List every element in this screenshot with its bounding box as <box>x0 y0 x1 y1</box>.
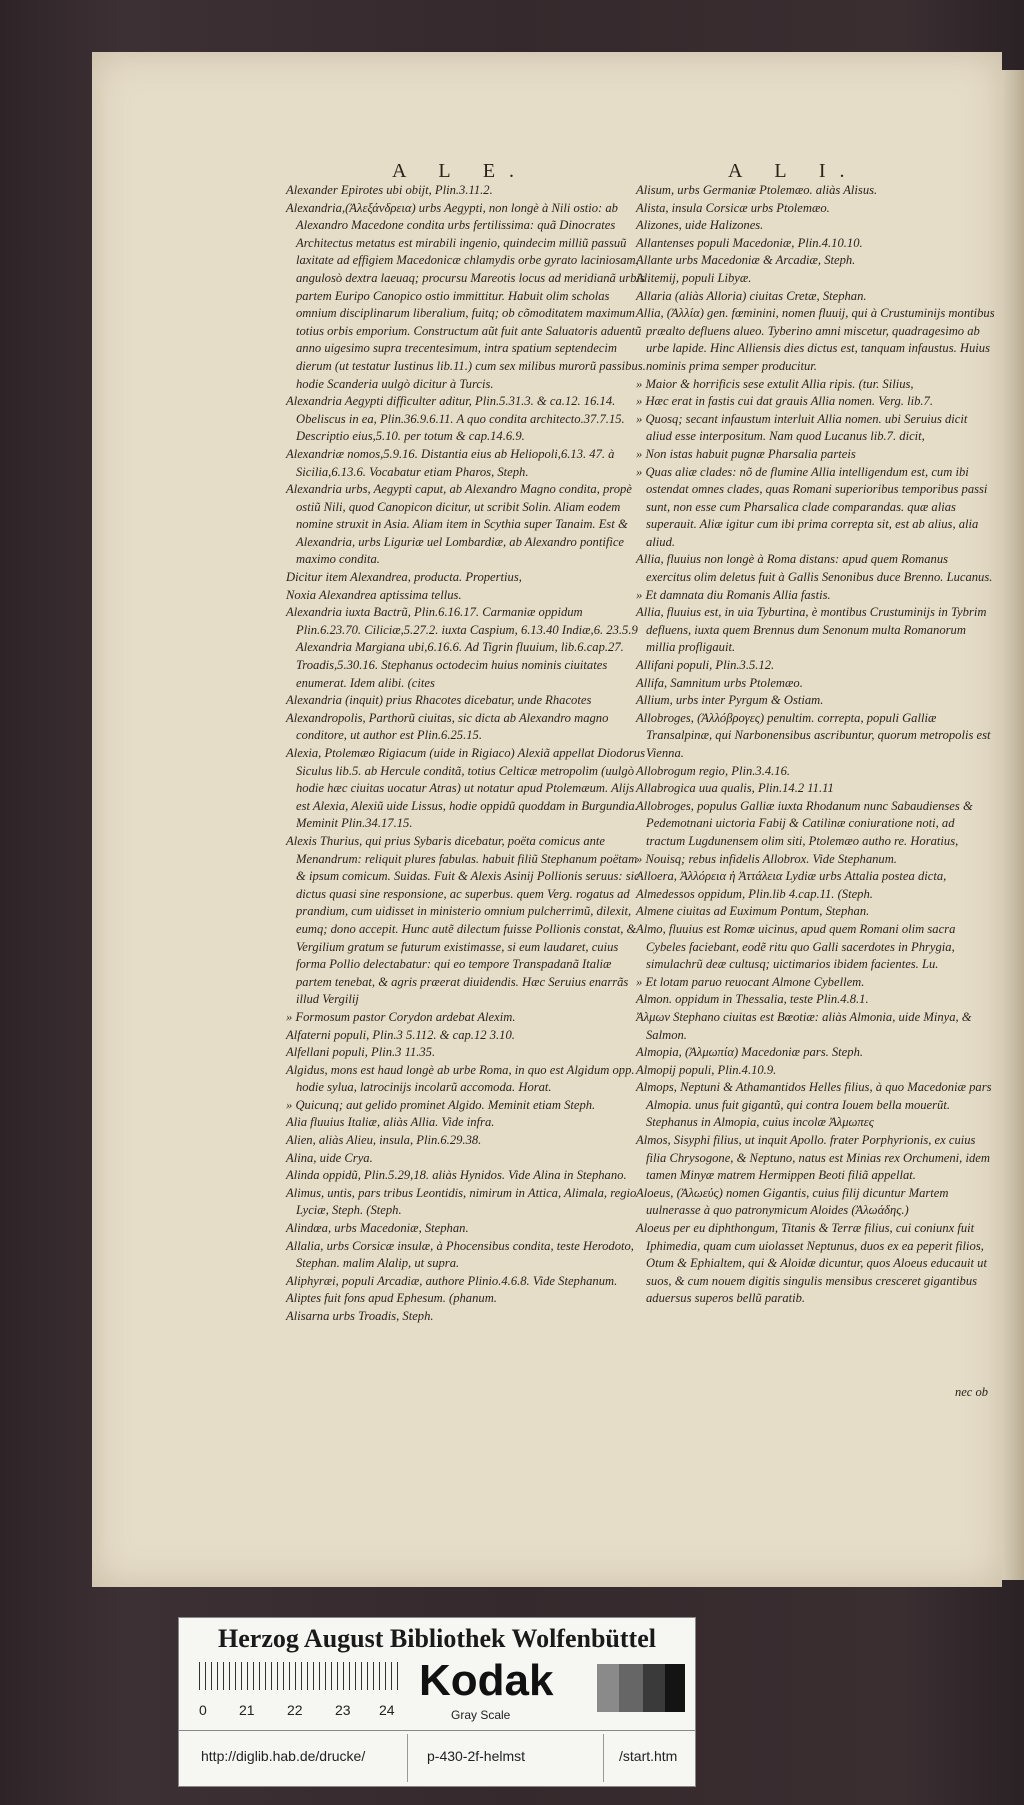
dictionary-entry: Almopij populi, Plin.4.10.9. <box>636 1062 777 1077</box>
divider <box>407 1734 408 1782</box>
dictionary-entry: Alia fluuius Italiæ, aliàs Allia. Vide infra. <box>286 1115 495 1130</box>
dictionary-entry: Almene ciuitas ad Euximum Pontum, Stephan. <box>636 904 870 919</box>
dictionary-entry: » Formosum pastor Corydon ardebat Alexim. <box>286 1009 516 1024</box>
ruler-ticks <box>199 1662 399 1690</box>
gray-patch <box>643 1664 665 1712</box>
page-edge <box>1002 70 1024 1580</box>
ruler-number: 22 <box>287 1702 303 1718</box>
dictionary-entry: Almops, Neptuni & Athamantidos Helles filius, à quo Macedoniæ pars Almopia. unus fuit gigantũ, qui contra Iouem bella mouerũt. Stephanus in Almopia, cuius incolæ Ἀλμωπες <box>636 1080 992 1130</box>
dictionary-entry: Allia, (Ἀλλία) gen. fœminini, nomen fluuij, qui à Crustuminijs montibus præalto defluens alueo. Tyberino amni miscetur, quadragesimo ab urbe lapide. Hinc Alliensis dies dictus est, tanquam infaustus. Huius nominis prima semper producitur. <box>636 306 995 373</box>
ruler-number: 0 <box>199 1702 207 1718</box>
color-target-card <box>178 1617 696 1787</box>
left-column <box>286 182 646 1326</box>
gray-patch <box>665 1664 685 1712</box>
dictionary-entry: Alloera, Ἀλλόρεια ἡ Ἀττάλεια Lydiæ urbs Attalia postea dicta, <box>636 869 947 884</box>
kodak-logo: Kodak <box>419 1656 554 1705</box>
dictionary-entry: Alien, aliàs Alieu, insula, Plin.6.29.38. <box>286 1133 482 1148</box>
dictionary-entry: Allia, fluuius est, in uia Tyburtina, è montibus Crustuminijs in Tybrim defluens, iuxta quem Brennus dum Senonum multa Romanorum millia profligauit. <box>636 605 987 655</box>
running-head-right: A L I. <box>728 160 859 182</box>
dictionary-entry: Allifa, Samnitum urbs Ptolemæo. <box>636 675 803 690</box>
dictionary-entry: » Et damnata diu Romanis Allia fastis. <box>636 587 831 602</box>
dictionary-entry: Dicitur item Alexandrea, producta. Propertius, <box>286 570 522 585</box>
dictionary-entry: Allobrogum regio, Plin.3.4.16. <box>636 763 791 778</box>
dictionary-entry: » Nouisq; rebus infidelis Allobrox. Vide Stephanum. <box>636 851 897 866</box>
dictionary-entry: Alisarna urbs Troadis, Steph. <box>286 1309 434 1323</box>
dictionary-entry: Allaria (aliàs Alloria) ciuitas Cretæ, Stephan. <box>636 288 867 303</box>
dictionary-entry: Alizones, uide Halizones. <box>636 218 764 233</box>
url-shelfmark: p-430-2f-helmst <box>427 1748 526 1764</box>
ruler-number: 23 <box>335 1702 351 1718</box>
dictionary-entry: Allantenses populi Macedoniæ, Plin.4.10.10. <box>636 235 863 250</box>
divider <box>179 1730 695 1731</box>
dictionary-entry: » Hæc erat in fastis cui dat grauis Allia nomen. Verg. lib.7. <box>636 394 933 409</box>
dictionary-entry: Allabrogica uua qualis, Plin.14.2 11.11 <box>636 781 834 796</box>
dictionary-entry: Almopia, (Ἀλμωπία) Macedoniæ pars. Steph. <box>636 1045 864 1060</box>
dictionary-entry: » Maior & horrificis sese extulit Allia ripis. (tur. Silius, <box>636 376 914 391</box>
running-head-left: A L E. <box>392 160 529 182</box>
dictionary-entry: Allobroges, populus Galliæ iuxta Rhodanum nunc Sabaudienses & Pedemotnani uictoria Fabij & Catilinæ coniuratione noti, ad tractum Lugdunensem olim siti, Ptolemæo autho re. Horatius, <box>636 798 973 848</box>
gray-patch <box>619 1664 643 1712</box>
ruler <box>199 1662 399 1718</box>
dictionary-entry: Allia, fluuius non longè à Roma distans: apud quem Romanus exercitus olim deletus fuit à Gallis Senonibus duce Brenno. Lucanus. <box>636 552 993 585</box>
url-base: http://diglib.hab.de/drucke/ <box>201 1748 366 1764</box>
dictionary-entry: » Quosq; secant infaustum interluit Allia nomen. ubi Seruius dicit aliud esse interpositum. Nam quod Lucanus lib.7. dicit, <box>636 411 968 444</box>
right-column <box>636 182 996 1308</box>
dictionary-entry: Alexandria Aegypti difficulter aditur, Plin.5.31.3. & ca.12. 16.14. Obeliscus in ea, Plin.36.9.6.11. A quo condita architecto.37.7.15. Descriptio eius,5.10. per totum & cap.14.6.9. <box>286 394 625 444</box>
ruler-number: 21 <box>239 1702 255 1718</box>
dictionary-entry: Alexia, Ptolemæo Rigiacum (uide in Rigiaco) Alexiã appellat Diodorus Siculus lib.5. ab Hercule conditã, totius Celticæ metropolim (uulgò hodie hæc ciuitas uocatur Atras) ut notatur apud Ptolemæum. Alijs est Alexia, Alexiũ uide Lissus, hodie oppidũ quoddam in Burgundia. Meminit Plin.34.17.15. <box>286 746 645 831</box>
dictionary-entry: Ἀλμων Stephano ciuitas est Bœotiæ: aliàs Almonia, uide Minya, & Salmon. <box>636 1009 972 1042</box>
dictionary-entry: Alexander Epirotes ubi obijt, Plin.3.11.2. <box>286 183 493 197</box>
dictionary-entry: Allalia, urbs Corsicæ insulæ, à Phocensibus condita, teste Herodoto, Stephan. malim Alalip, ut supra. <box>286 1238 634 1271</box>
dictionary-entry: Aliphyræi, populi Arcadiæ, authore Plinio.4.6.8. Vide Stephanum. <box>286 1273 618 1288</box>
dictionary-entry: Alista, insula Corsicæ urbs Ptolemæo. <box>636 200 830 215</box>
dictionary-entry: Alfaterni populi, Plin.3 5.112. & cap.12 3.10. <box>286 1027 515 1042</box>
dictionary-entry: Aloeus per eu diphthongum, Titanis & Terræ filius, cui coniunx fuit Iphimedia, quam cum uiolasset Neptunus, duos ex ea peperit filios, Otum & Ephialtem, qui & Aloidæ dicuntur, quos Aloeus educauit ut suos, & cum nouem digitis singulis mensibus cresceret gigantibus aduersus superos bellũ paratib. <box>636 1221 987 1306</box>
dictionary-entry: » Et lotam paruo reuocant Almone Cybellem. <box>636 974 865 989</box>
dictionary-entry: Almedessos oppidum, Plin.lib 4.cap.11. (Steph. <box>636 886 873 901</box>
divider <box>603 1734 604 1782</box>
dictionary-entry: Almos, Sisyphi filius, ut inquit Apollo. frater Porphyrionis, ex cuius filia Chrysogone, & Neptuno, natus est Minias rex Orchumeni, idem tamen Minyæ matrem Hermippen Beoti filiã appellat. <box>636 1133 990 1183</box>
library-title: Herzog August Bibliothek Wolfenbüttel <box>218 1624 656 1653</box>
dictionary-entry: » Non istas habuit pugnæ Pharsalia parteis <box>636 446 856 461</box>
dictionary-entry: Alinda oppidũ, Plin.5.29,18. aliàs Hynidos. Vide Alina in Stephano. <box>286 1168 627 1183</box>
dictionary-entry: Alexandria urbs, Aegypti caput, ab Alexandro Magno condita, propè ostiũ Nili, quod Canopicon dicitur, ut scribit Solin. Aliam eodem nomine struxit in Asia. Aliam item in Scythia super Tanaim. Est & Alexandria, urbs Liguriæ uel Lombardiæ, ab Alexandro pontifice maximo condita. <box>286 482 632 567</box>
dictionary-entry: Alina, uide Crya. <box>286 1150 373 1165</box>
dictionary-entry: Allobroges, (Ἀλλόβρογες) penultim. correpta, populi Galliæ Transalpinæ, qui Narbonensibus ascribuntur, quorum metropolis est Vienna. <box>636 710 991 760</box>
dictionary-entry: Alexandria (inquit) prius Rhacotes dicebatur, unde Rhacotes <box>286 693 592 708</box>
dictionary-entry: Alitemij, populi Libyæ. <box>636 270 752 285</box>
dictionary-entry: Aloeus, (Ἀλωεύς) nomen Gigantis, cuius filij dicuntur Martem uulnerasse à quo patronymicum Aloides (Ἀλωάδης.) <box>636 1185 949 1218</box>
dictionary-entry: Alindœa, urbs Macedoniæ, Stephan. <box>286 1221 469 1236</box>
dictionary-entry: Alfellani populi, Plin.3 11.35. <box>286 1045 436 1060</box>
dictionary-entry: Almon. oppidum in Thessalia, teste Plin.4.8.1. <box>636 992 869 1007</box>
dictionary-entry: Alexandria,(Ἀλεξάνδρεια) urbs Aegypti, non longè à Nili ostio: ab Alexandro Macedone condita urbs fertilissima: quã Dinocrates Architectus metatus est mirabili ingenio, quindecim milliũ passuũ laxitate ad effigiem Macedonicæ chlamydis orbe gyrato laciniosam, angulosò dextra laeuaq; procursu Mareotis locus ad meridianã urbis partem Euripo Canopico ostio immittitur. Habuit olim scholas omnium disciplinarum liberalium, fuitq; ob cõmoditatem maximum totius orbis emporium. Constructum aũt fuit ante Saluatoris aduentũ anno uigesimo supra trecentesimum, intra spatium septendecim dierum (ut testatur Iustinus lib.11.) cum sex milibus murorũ passibus. hodie Scanderia uulgò dicitur à Turcis. <box>286 200 646 391</box>
catchword: nec ob <box>955 1385 988 1399</box>
ruler-number: 24 <box>379 1702 395 1718</box>
dictionary-entry: Alexandropolis, Parthorũ ciuitas, sic dicta ab Alexandro magno conditore, ut author est Plin.6.25.15. <box>286 710 609 743</box>
dictionary-entry: Alexandriæ nomos,5.9.16. Distantia eius ab Heliopoli,6.13. 47. à Sicilia,6.13.6. Vocabatur etiam Pharos, Steph. <box>286 446 615 479</box>
dictionary-entry: Noxia Alexandrea aptissima tellus. <box>286 587 462 602</box>
dictionary-entry: » Quas aliæ clades: nõ de flumine Allia intelligendum est, cum ibi ostendat omnes clades, quas Romani superioribus temporibus passi sunt, non esse cum Pharsalica clade comparandas. quæ alias superauit. Aliæ igitur cum ibi prima correpta sit, est ab alius, alia aliud. <box>636 464 988 549</box>
dictionary-entry: Allante urbs Macedoniæ & Arcadiæ, Steph. <box>636 253 856 268</box>
gray-patch <box>597 1664 619 1712</box>
gray-scale-caption: Gray Scale <box>451 1708 511 1722</box>
dictionary-entry: Aliptes fuit fons apud Ephesum. (phanum. <box>286 1291 497 1306</box>
dictionary-entry: Alisum, urbs Germaniæ Ptolemæo. aliàs Alisus. <box>636 183 878 197</box>
dictionary-entry: » Quicunq; aut gelido prominet Algido. Meminit etiam Steph. <box>286 1097 596 1112</box>
dictionary-entry: Alexandria iuxta Bactrũ, Plin.6.16.17. Carmaniæ oppidum Plin.6.23.70. Ciliciæ,5.27.2. iuxta Caspium, 6.13.40 Indiæ,6. 23.5.9 Alexandria Margiana ubi,6.16.6. Ad Tigrin fluuium, lib.6.cap.27. Troadis,5.30.16. Stephanus octodecim huius nominis ciuitates enumerat. Idem alibi. (cites <box>286 605 638 690</box>
url-start: /start.htm <box>619 1748 678 1764</box>
dictionary-entry: Alimus, untis, pars tribus Leontidis, nimirum in Attica, Alimala, regio Lyciæ, Steph. (Steph. <box>286 1185 637 1218</box>
dictionary-entry: Alexis Thurius, qui prius Sybaris dicebatur, poëta comicus ante Menandrum: reliquit plures fabulas. habuit filiũ Stephanum poëtam & ipsum comicum. Suidas. Fuit & Alexis Asinij Pollionis seruus: sic dictus quasi sine responsione, ac superbus. quem Verg. rogatus ad prandium, cum uidisset in ministerio omnium pulcherrimũ, dilexit, eumq; dono accepit. Hunc autẽ dilectum fuisse Pollionis constat, & Vergilium gratum se futurum existimasse, si eum laudaret, cuius forma Pollio delectabatur: qui eo tempore Transpadanã Italiæ partem tenebat, & agris præerat diuidendis. Hæc Seruius enarrãs illud Vergilij <box>286 833 640 1007</box>
dictionary-entry: Algidus, mons est haud longè ab urbe Roma, in quo est Algidum opp. hodie sylua, latrocinijs incolarũ accomoda. Horat. <box>286 1062 635 1095</box>
dictionary-entry: Allifani populi, Plin.3.5.12. <box>636 658 775 673</box>
dictionary-entry: Almo, fluuius est Romæ uicinus, apud quem Romani olim sacra Cybeles faciebant, eodẽ ritu quo Galli sacerdotes in Phrygia, simulachrũ deæ cultusq; uictimarios ibidem facientes. Lu. <box>636 921 956 972</box>
dictionary-entry: Allium, urbs inter Pyrgum & Ostiam. <box>636 693 824 708</box>
